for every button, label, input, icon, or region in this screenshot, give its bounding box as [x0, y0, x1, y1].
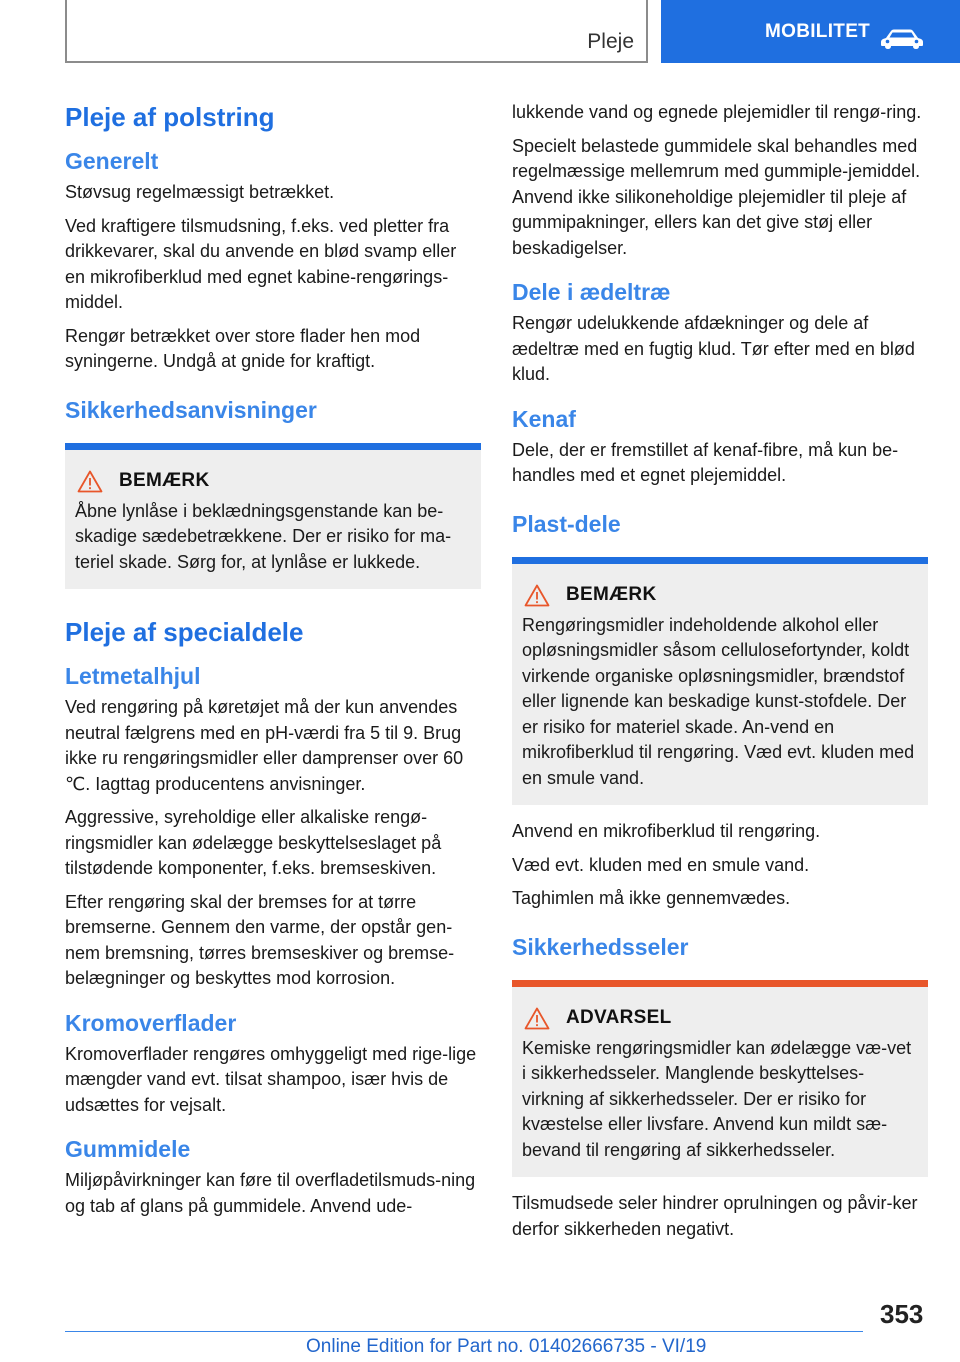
note-title: ADVARSEL [566, 1007, 672, 1028]
paragraph: Rengør udelukkende afdækninger og dele af ædeltræ med en fugtig klud. Tør efter med en blød klud. [512, 313, 915, 384]
heading-sikkerhedsseler: Sikkerhedsseler [512, 933, 689, 960]
heading-sikkerhedsanvisninger: Sikkerhedsanvisninger [65, 396, 317, 423]
warning-triangle-icon [524, 584, 550, 607]
paragraph: Dele, der er fremstillet af kenaf-fibre, må kun be-handles med et egnet plejemiddel. [512, 439, 899, 485]
header-section-title: Pleje [587, 30, 634, 53]
paragraph: Støvsug regelmæssigt betrækket. [65, 182, 335, 202]
right-column [512, 100, 928, 1250]
heading-kromoverflader: Kromoverflader [65, 1009, 237, 1036]
note-header [522, 584, 918, 607]
heading-letmetalhjul: Letmetalhjul [65, 663, 201, 689]
note-box [512, 557, 928, 806]
paragraph: Væd evt. kluden med en smule vand. [512, 854, 810, 875]
note-text: Rengøringsmidler indeholdende alkohol eller opløsningsmidler såsom cellulosefortynder, koldt virkende organiske opløsningsmidler, brændstof eller lignende kan beskadige kunst-stofdele. Der er risiko for materiel skade. An-vend en mikrofiberklud til rengøring. Væd evt. kluden med en smule vand. [522, 614, 915, 788]
footer-edition-text: Online Edition for Part no. 01402666735 - VI/19 [306, 1336, 707, 1357]
paragraph: lukkende vand og egnede plejemidler til rengø-ring. [512, 102, 922, 122]
paragraph: Taghimlen må ikke gennemvædes. [512, 888, 791, 908]
heading-plast-dele: Plast-dele [512, 510, 621, 537]
title-pleje-af-polstring: Pleje af polstring [65, 102, 275, 132]
paragraph: Specielt belastede gummidele skal behandles med regelmæssige mellemrum med gummiple-jemiddel. Anvend ikke silikoneholdige plejemidler til pleje af gummipakninger, ellers kan det give støj eller beskadigelser. [512, 135, 921, 258]
note-header [522, 1007, 918, 1030]
paragraph: Efter rengøring skal der bremses for at tørre bremserne. Gennem den varme, der opstår gen-nem bremsning, tørres bremseskiver og bremse-belægninger og beskyttes mod korrosion. [65, 891, 455, 988]
paragraph: Tilsmudsede seler hindrer oprulningen og påvir-ker derfor sikkerheden negativt. [512, 1193, 918, 1239]
heading-generelt: Generelt [65, 148, 159, 174]
warning-box [512, 980, 928, 1178]
paragraph: Miljøpåvirkninger kan føre til overfladetilsmuds-ning og tab af glans på gummidele. Anvend ude- [65, 1170, 476, 1216]
warning-triangle-icon [524, 1007, 550, 1030]
header-tab-label: MOBILITET [765, 20, 871, 42]
title-pleje-af-specialdele: Pleje af specialdele [65, 617, 304, 647]
left-column [65, 100, 481, 1227]
header-box [65, 0, 648, 63]
note-box [65, 443, 481, 590]
heading-kenaf: Kenaf [512, 405, 576, 432]
paragraph: Anvend en mikrofiberklud til rengøring. [512, 821, 821, 841]
heading-gummidele: Gummidele [65, 1136, 191, 1162]
footer-divider [65, 1331, 863, 1332]
paragraph: Ved kraftigere tilsmudsning, f.eks. ved pletter fra drikkevarer, skal du anvende en blød svamp eller en mikrofiberklud med egnet kabine-rengørings-middel. [65, 215, 457, 312]
paragraph: Rengør betrækket over store flader hen mod syningerne. Undgå at gnide for kraftigt. [65, 325, 421, 371]
note-header [75, 470, 471, 493]
note-title: BEMÆRK [566, 584, 657, 605]
page-number: 353 [880, 1299, 924, 1329]
warning-triangle-icon [77, 470, 103, 493]
note-text: Åbne lynlåse i beklædningsgenstande kan be-skadige sædebetrækkene. Der er risiko for ma-teriel skade. Sørg for, at lynlåse er lukkede. [75, 500, 452, 572]
heading-dele-i-aedeltrae: Dele i ædeltræ [512, 279, 671, 305]
paragraph: Kromoverflader rengøres omhyggeligt med rige-lige mængder vand evt. tilsat shampoo, især hvis de udsættes for vejsalt. [65, 1043, 477, 1115]
paragraph: Ved rengøring på køretøjet må der kun anvendes neutral fælgrens med en pH-værdi fra 5 til 9. Brug ikke ru rengøringsmidler eller damprenser over 60 ℃. Iagttag producentens anvisninger. [65, 697, 464, 794]
car-icon [880, 28, 924, 50]
note-text: Kemiske rengøringsmidler kan ødelægge væ-vet i sikkerhedsseler. Manglende beskyttelses-virkning af sikkerhedsseler. Der er risiko for kvæstelse eller livsfare. Anvend kun mildt sæ-bevand til rengøring af sikkerhedsseler. [522, 1037, 912, 1160]
note-title: BEMÆRK [119, 470, 210, 491]
paragraph: Aggressive, syreholdige eller alkaliske rengø-ringsmidler kan ødelægge beskyttelseslaget på tilstødende komponenter, f.eks. bremseskiven. [65, 807, 442, 878]
